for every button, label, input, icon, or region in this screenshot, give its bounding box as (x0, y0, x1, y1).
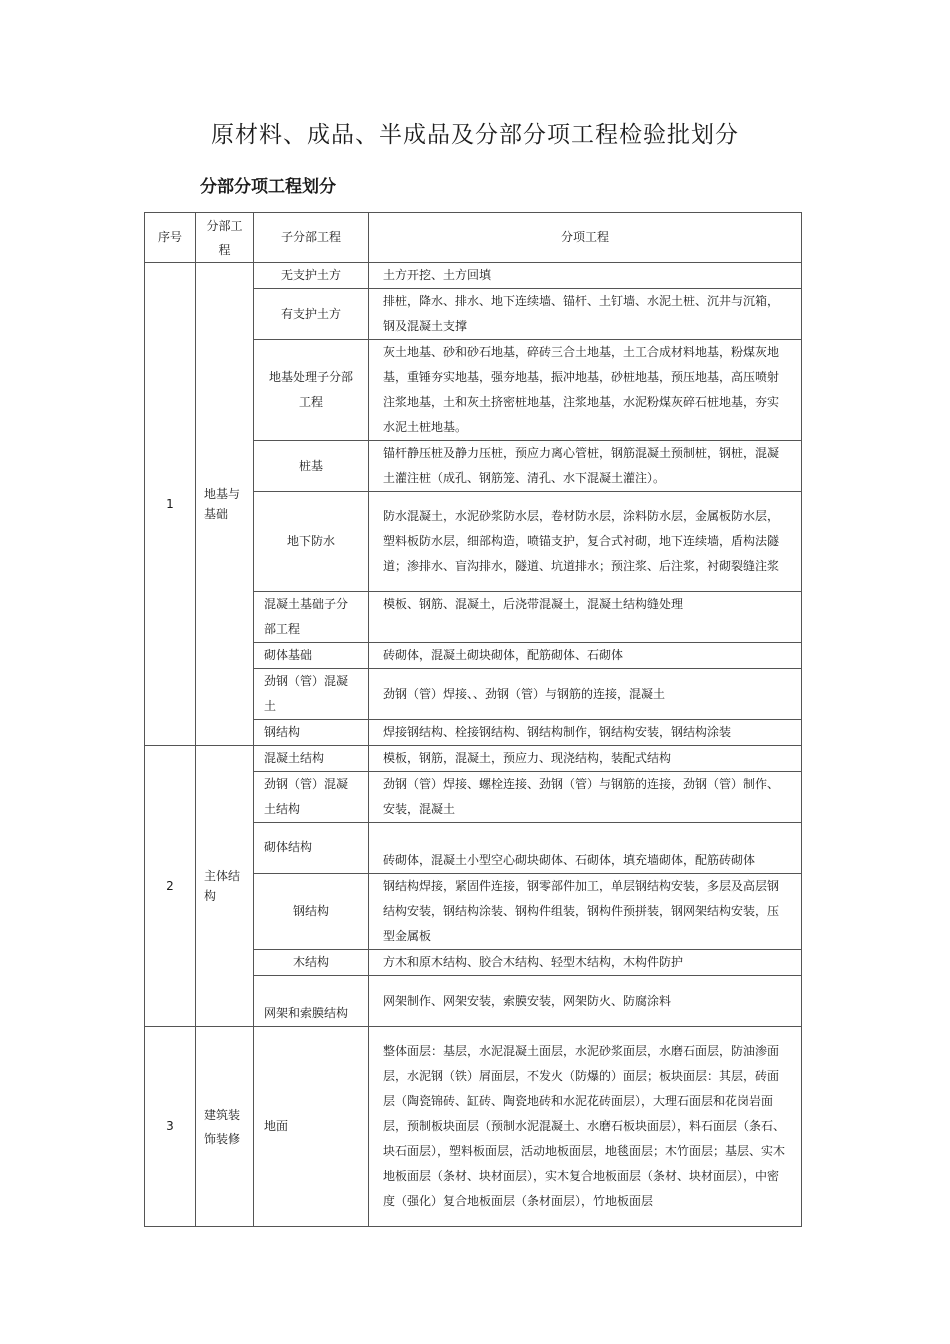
division-table (144, 212, 802, 1227)
header-subdivision: 子分部工程 (254, 213, 369, 263)
table-header-row (145, 213, 802, 263)
header-items: 分项工程 (369, 213, 802, 263)
page-title: 原材料、成品、半成品及分部分项工程检验批划分 (211, 122, 739, 148)
items-cell: 模板、钢筋、混凝土，后浇带混凝土，混凝土结构缝处理 (369, 592, 802, 643)
subdivision-cell: 混凝土基础子分部工程 (254, 592, 369, 643)
items-cell: 砖砌体，混凝土小型空心砌块砌体、石砌体，填充墙砌体，配筋砖砌体 (369, 823, 802, 874)
division-name: 地基与基础 (196, 263, 254, 746)
subdivision-cell: 地下防水 (254, 492, 369, 592)
subdivision-cell: 劲钢（管）混凝土结构 (254, 772, 369, 823)
subdivision-cell: 桩基 (254, 441, 369, 492)
row-no: 2 (145, 746, 196, 1027)
table-row (145, 263, 802, 289)
items-cell: 网架制作、网架安装，索膜安装，网架防火、防腐涂料 (369, 976, 802, 1027)
items-cell: 劲钢（管）焊接、、劲钢（管）与钢筋的连接，混凝土 (369, 669, 802, 720)
items-cell: 整体面层：基层，水泥混凝土面层，水泥砂浆面层，水磨石面层，防油渗面层，水泥钢（铁）屑面层，不发火（防爆的）面层；板块面层：其层，砖面层（陶瓷锦砖、缸砖、陶瓷地砖和水泥花砖面层），大理石面层和花岗岩面层，预制板块面层（预制水泥混凝土、水磨石板块面层），料石面层（条石、块石面层），塑料板面层，活动地板面层，地毯面层；木竹面层；基层、实木地板面层（条材、块材面层），实木复合地板面层（条材、块材面层），中密度（强化）复合地板面层（条材面层），竹地板面层 (369, 1027, 802, 1227)
items-cell: 锚杆静压桩及静力压桩，预应力离心管桩，钢筋混凝土预制桩，钢桩，混凝土灌注桩（成孔、钢筋笼、清孔、水下混凝土灌注）。 (369, 441, 802, 492)
subdivision-cell: 无支护土方 (254, 263, 369, 289)
row-no: 3 (145, 1027, 196, 1227)
section-subtitle: 分部分项工程划分 (200, 177, 336, 197)
items-cell: 焊接钢结构、栓接钢结构、钢结构制作，钢结构安装，钢结构涂装 (369, 720, 802, 746)
items-cell: 方木和原木结构、胶合木结构、轻型木结构，木构件防护 (369, 950, 802, 976)
subdivision-cell: 地基处理子分部工程 (254, 340, 369, 441)
header-no: 序号 (145, 213, 196, 263)
items-cell: 土方开挖、土方回填 (369, 263, 802, 289)
table-row (145, 1027, 802, 1227)
subdivision-cell: 混凝土结构 (254, 746, 369, 772)
subdivision-cell: 网架和索膜结构 (254, 976, 369, 1027)
subdivision-cell: 钢结构 (254, 874, 369, 950)
items-cell: 灰土地基、砂和砂石地基，碎砖三合土地基，土工合成材料地基，粉煤灰地基，重锤夯实地基，强夯地基，振冲地基，砂桩地基，预压地基，高压喷射注浆地基，土和灰土挤密桩地基，注浆地基，水泥粉煤灰碎石桩地基，夯实水泥土桩地基。 (369, 340, 802, 441)
subdivision-cell: 钢结构 (254, 720, 369, 746)
items-cell: 劲钢（管）焊接、螺栓连接、劲钢（管）与钢筋的连接，劲钢（管）制作、安装，混凝土 (369, 772, 802, 823)
items-cell: 模板，钢筋，混凝土，预应力、现浇结构，装配式结构 (369, 746, 802, 772)
subdivision-cell: 木结构 (254, 950, 369, 976)
items-cell: 钢结构焊接，紧固件连接，钢零部件加工，单层钢结构安装，多层及高层钢结构安装，钢结构涂装、钢构件组装，钢构件预拼装，钢网架结构安装，压型金属板 (369, 874, 802, 950)
subdivision-cell: 砌体基础 (254, 643, 369, 669)
items-cell: 排桩，降水、排水、地下连续墙、锚杆、土钉墙、水泥土桩、沉井与沉箱，钢及混凝土支撑 (369, 289, 802, 340)
subdivision-cell: 劲钢（管）混凝土 (254, 669, 369, 720)
subdivision-cell: 地面 (254, 1027, 369, 1227)
table-row (145, 746, 802, 772)
subdivision-cell: 砌体结构 (254, 823, 369, 874)
items-cell: 防水混凝土，水泥砂浆防水层，卷材防水层，涂料防水层，金属板防水层，塑料板防水层，细部构造，喷锚支护，复合式衬砌，地下连续墙，盾构法隧道；渗排水、盲沟排水，隧道、坑道排水；预注浆、后注浆，衬砌裂缝注浆 (369, 492, 802, 592)
row-no: 1 (145, 263, 196, 746)
items-cell: 砖砌体，混凝土砌块砌体，配筋砌体、石砌体 (369, 643, 802, 669)
division-name: 建筑装饰装修 (196, 1027, 254, 1227)
header-division: 分部工程 (196, 213, 254, 263)
subdivision-cell: 有支护土方 (254, 289, 369, 340)
division-name: 主体结构 (196, 746, 254, 1027)
